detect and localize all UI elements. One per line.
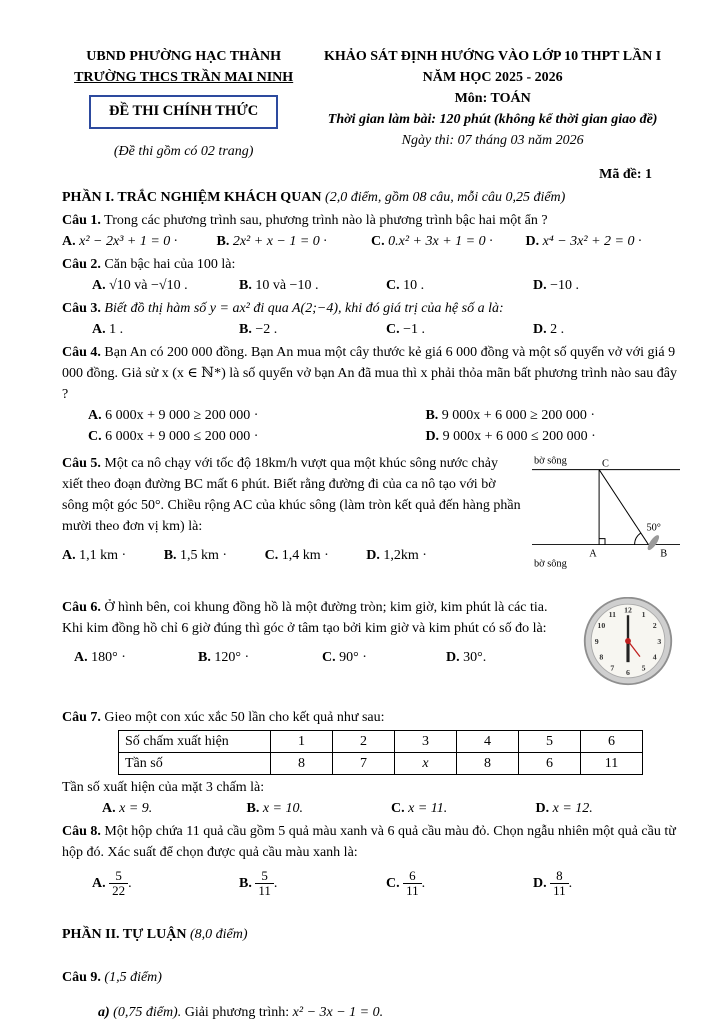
fraction-numerator: 8 (550, 869, 569, 884)
part1-title-line (62, 187, 680, 208)
question-2-option-b (239, 275, 386, 296)
fraction (403, 869, 422, 899)
table-row (119, 730, 643, 752)
question-6 (62, 597, 680, 689)
question-5-stem: Một ca nô chạy với tốc độ 18km/h vượt qua một khúc sông nước chảy xiết theo đoạn đường BC mất 6 phút. Biết rằng đường đi của ca nô tạo với bờ sông một góc 50°. Chiều rộng AC của khúc sông (làm tròn kết quả đến hàng phần mười theo đơn vị km) là: (62, 455, 521, 534)
question-4-option-c (88, 426, 425, 447)
option-key: C. (371, 233, 385, 249)
option-key: D. (533, 875, 547, 891)
option-value: 2 . (550, 321, 565, 337)
clock-number: 4 (652, 652, 657, 662)
option-value: x⁴ − 3x² + 2 = 0 · (542, 233, 642, 249)
part2-title-line (62, 924, 680, 945)
fraction-numerator: 5 (109, 869, 128, 884)
question-5 (62, 453, 680, 571)
option-value: 0.x² + 3x + 1 = 0 · (388, 233, 493, 249)
question-1-text (62, 210, 680, 231)
part2-title: PHẦN II. TỰ LUẬN (62, 927, 187, 943)
question-9a-note: (0,75 điểm). (113, 1005, 182, 1021)
fraction-denominator: 11 (406, 883, 419, 899)
option-value: 1,5 km · (180, 547, 228, 563)
option-period: . (273, 875, 278, 891)
question-7-options (62, 798, 680, 819)
question-3-options (62, 319, 680, 340)
clock-center-dot (625, 638, 631, 644)
option-key: C. (386, 321, 400, 337)
school-name: TRƯỜNG THCS TRẦN MAI NINH (74, 70, 294, 85)
table-row (119, 752, 643, 774)
option-key: A. (92, 875, 106, 891)
question-6-stem: Ở hình bên, coi khung đồng hồ là một đường tròn; kim giờ, kim phút là các tia. Khi kim đồng hồ chỉ 6 giờ đúng thì góc ở tâm tạo bởi kim giờ và kim phút có số đo là: (62, 599, 548, 636)
clock-number: 2 (652, 620, 657, 630)
question-4-text (62, 342, 680, 405)
option-key: A. (102, 800, 116, 816)
option-value: 1,1 km · (79, 547, 127, 563)
pages-note: (Đề thi gồm có 02 trang) (113, 143, 254, 159)
option-value: −10 . (550, 277, 580, 293)
table-cell: x (395, 752, 457, 774)
school-year: NĂM HỌC 2025 - 2026 (422, 70, 563, 85)
option-value: x = 11. (408, 800, 448, 816)
question-1-options (62, 231, 680, 252)
option-value: −2 . (255, 321, 278, 337)
option-value: 6 000x + 9 000 ≥ 200 000 · (105, 407, 259, 423)
question-8-stem: Một hộp chứa 11 quả cầu gồm 5 quả màu xanh và 6 quả cầu màu đỏ. Chọn ngẫu nhiên một quả cầu từ hộp đó. Xác suất để chọn được quả cầu màu xanh là: (62, 823, 676, 860)
fraction-numerator: 6 (403, 869, 422, 884)
question-6-option-a (74, 647, 198, 668)
question-1-option-d (526, 231, 681, 252)
point-c-label: C (602, 458, 609, 470)
clock-number: 6 (626, 667, 630, 677)
exam-duration: Thời gian làm bài: 120 phút (không kể thời gian giao đề) (327, 112, 658, 127)
question-3-option-d (533, 319, 680, 340)
fraction (550, 869, 569, 899)
question-2-options (62, 275, 680, 296)
option-key: D. (366, 547, 380, 563)
option-value: 1,2km · (383, 547, 427, 563)
issuer-name: UBND PHƯỜNG HẠC THÀNH (86, 49, 282, 64)
canoe-shape (646, 533, 661, 551)
question-6-option-c (322, 647, 446, 668)
fraction-numerator: 5 (255, 869, 274, 884)
table-cell: 8 (457, 752, 519, 774)
option-value: 1 . (109, 321, 124, 337)
question-2-option-c (386, 275, 533, 296)
question-6-label: Câu 6. (62, 599, 101, 615)
question-2-option-a (92, 275, 239, 296)
table-cell: 3 (395, 730, 457, 752)
question-8-option-b (239, 869, 386, 899)
option-key: D. (425, 428, 440, 444)
question-8-option-c (386, 869, 533, 899)
clock-number: 8 (599, 652, 604, 662)
question-7-after-text: Tần số xuất hiện của mặt 3 chấm là: (62, 779, 265, 795)
river-bottom-bank-label: bờ sông (533, 558, 567, 570)
option-value: √10 và −√10 . (109, 277, 188, 293)
question-4-option-d (425, 426, 680, 447)
question-1-option-c (371, 231, 526, 252)
table-cell: 6 (519, 752, 581, 774)
option-value: 9 000x + 6 000 ≥ 200 000 · (441, 407, 596, 423)
question-3-option-c (386, 319, 533, 340)
question-6-option-d (446, 647, 570, 668)
question-3-option-a (92, 319, 239, 340)
fraction-denominator: 11 (553, 883, 566, 899)
question-7-option-a (102, 798, 247, 819)
exam-code: Mã đề: 1 (599, 166, 652, 182)
question-1-option-b (217, 231, 372, 252)
option-period: . (421, 875, 426, 891)
question-9a-text: Giải phương trình: (184, 1005, 290, 1021)
option-period: . (568, 875, 573, 891)
path-segment-bc (599, 469, 648, 544)
option-key: B. (239, 277, 252, 293)
question-7-text (62, 707, 680, 728)
question-4-stem: Bạn An có 200 000 đồng. Bạn An mua một cây thước kẻ giá 6 000 đồng và một số quyển vở với giá 9 000 đồng. Giả sử x (x ∈ ℕ*) là số quyển vở bạn An đã mua thì x phải thỏa mãn bất phương trình nào sau đây ? (62, 344, 677, 402)
clock-number: 10 (597, 620, 606, 630)
question-8-option-d (533, 869, 680, 899)
option-key: C. (391, 800, 405, 816)
question-6-option-b (198, 647, 322, 668)
question-7 (62, 707, 680, 819)
option-key: B. (425, 407, 439, 423)
option-key: A. (92, 321, 106, 337)
question-7-option-c (391, 798, 536, 819)
option-key: A. (88, 407, 102, 423)
question-5-option-a (62, 548, 126, 563)
question-2-text (62, 254, 680, 275)
question-6-options (62, 647, 570, 668)
option-key: D. (533, 321, 547, 337)
angle-arc (635, 533, 641, 545)
fraction (109, 869, 128, 899)
part2-note: (8,0 điểm) (189, 927, 248, 943)
option-value: 2x² + x − 1 = 0 · (232, 233, 327, 249)
option-value: 30°. (463, 649, 487, 665)
option-value: 10 . (403, 277, 425, 293)
clock-number: 12 (624, 605, 632, 615)
table-cell: 5 (519, 730, 581, 752)
exam-title: KHẢO SÁT ĐỊNH HƯỚNG VÀO LỚP 10 THPT LẦN I (324, 49, 662, 64)
option-key: A. (74, 649, 88, 665)
question-9a-formula: x² − 3x − 1 = 0. (292, 1005, 384, 1021)
question-9-note: (1,5 điểm) (104, 970, 162, 986)
option-period: . (128, 875, 132, 891)
question-9a (62, 1002, 680, 1023)
option-value: 180° · (91, 649, 126, 665)
table-cell: 2 (333, 730, 395, 752)
question-3-text (62, 298, 680, 319)
question-8-label: Câu 8. (62, 823, 101, 839)
point-b-label: B (660, 548, 668, 560)
fraction-denominator: 11 (258, 883, 271, 899)
clock-image (582, 597, 674, 687)
question-7-option-b (247, 798, 392, 819)
right-angle-mark (599, 538, 605, 544)
question-7-option-d (536, 798, 681, 819)
option-key: C. (264, 547, 279, 563)
option-value: x = 10. (262, 800, 304, 816)
option-key: C. (386, 875, 400, 891)
header-right-block (305, 46, 680, 162)
option-value: 90° · (339, 649, 367, 665)
frequency-table (118, 730, 643, 775)
table-header-cell: Số chấm xuất hiện (119, 730, 271, 752)
option-value: 1,4 km · (281, 547, 329, 563)
question-4 (62, 342, 680, 447)
river-diagram (532, 453, 680, 571)
question-7-stem: Gieo một con xúc xắc 50 lần cho kết quả như sau: (104, 709, 385, 725)
official-exam-box: ĐỀ THI CHÍNH THỨC (89, 95, 278, 129)
table-header-cell: Tần số (119, 752, 271, 774)
question-5-option-b (164, 548, 227, 563)
question-9-label: Câu 9. (62, 970, 101, 986)
exam-header (62, 46, 680, 162)
table-cell: 8 (271, 752, 333, 774)
option-key: B. (198, 649, 211, 665)
clock-number: 3 (657, 636, 662, 646)
option-key: D. (533, 277, 547, 293)
table-cell: 7 (333, 752, 395, 774)
table-cell: 4 (457, 730, 519, 752)
question-3-stem: Biết đồ thị hàm số y = ax² đi qua A(2;−4), khi đó giá trị của hệ số a là: (104, 300, 504, 316)
option-key: B. (216, 233, 230, 249)
question-4-options (62, 405, 680, 447)
option-value: −1 . (403, 321, 426, 337)
option-key: A. (62, 547, 76, 563)
exam-date: Ngày thi: 07 tháng 03 năm 2026 (401, 133, 584, 148)
fraction (255, 869, 274, 899)
option-key: C. (88, 428, 102, 444)
clock-number: 9 (594, 636, 599, 646)
question-2-label: Câu 2. (62, 256, 101, 272)
question-7-label: Câu 7. (62, 709, 101, 725)
option-value: x = 9. (119, 800, 153, 816)
question-8-options (62, 869, 680, 899)
option-value: 120° · (214, 649, 250, 665)
option-value: x = 12. (552, 800, 593, 816)
question-8-text (62, 821, 680, 863)
question-1-stem: Trong các phương trình sau, phương trình nào là phương trình bậc hai một ẩn ? (104, 212, 548, 228)
table-cell: 11 (581, 752, 643, 774)
angle-label: 50° (646, 522, 661, 534)
option-key: D. (535, 800, 550, 816)
header-left-block (62, 46, 305, 162)
question-1-option-a (62, 231, 217, 252)
question-8 (62, 821, 680, 899)
question-4-label: Câu 4. (62, 344, 101, 360)
clock-number: 1 (641, 609, 646, 619)
official-exam-box-wrap (62, 88, 305, 129)
question-2 (62, 254, 680, 296)
table-cell: 6 (581, 730, 643, 752)
option-value: 9 000x + 6 000 ≤ 200 000 · (442, 428, 596, 444)
question-9a-label: a) (98, 1005, 110, 1021)
question-5-label: Câu 5. (62, 455, 101, 471)
question-3-option-b (239, 319, 386, 340)
part1-note: (2,0 điểm, gồm 08 câu, mỗi câu 0,25 điểm) (325, 189, 566, 205)
question-9 (62, 967, 680, 988)
part1-title: PHẦN I. TRẮC NGHIỆM KHÁCH QUAN (62, 189, 322, 205)
question-2-option-d (533, 275, 680, 296)
option-key: D. (525, 233, 540, 249)
option-key: B. (163, 547, 177, 563)
question-4-option-b (425, 405, 680, 426)
question-5-option-d (366, 548, 427, 563)
clock-number: 11 (608, 609, 617, 619)
subject-name: Môn: TOÁN (454, 91, 531, 106)
fraction-denominator: 22 (112, 883, 126, 899)
question-1-label: Câu 1. (62, 212, 101, 228)
option-key: C. (322, 649, 336, 665)
river-top-bank-label: bờ sông (533, 455, 567, 467)
option-key: B. (246, 800, 260, 816)
question-3 (62, 298, 680, 340)
question-3-label: Câu 3. (62, 300, 101, 316)
question-1 (62, 210, 680, 252)
question-4-option-a (88, 405, 425, 426)
point-a-label: A (589, 548, 597, 560)
question-5-option-c (265, 548, 329, 563)
clock-number: 5 (641, 663, 646, 673)
option-key: D. (446, 649, 460, 665)
clock-number: 7 (610, 663, 615, 673)
question-2-stem: Căn bậc hai của 100 là: (104, 256, 236, 272)
option-value: x² − 2x³ + 1 = 0 · (79, 233, 178, 249)
table-cell: 1 (271, 730, 333, 752)
option-key: B. (239, 875, 252, 891)
question-8-option-a (92, 869, 239, 899)
option-value: 10 và −10 . (255, 277, 319, 293)
option-key: A. (62, 233, 76, 249)
option-key: C. (386, 277, 400, 293)
option-key: A. (92, 277, 106, 293)
option-key: B. (239, 321, 252, 337)
option-value: 6 000x + 9 000 ≤ 200 000 · (105, 428, 259, 444)
